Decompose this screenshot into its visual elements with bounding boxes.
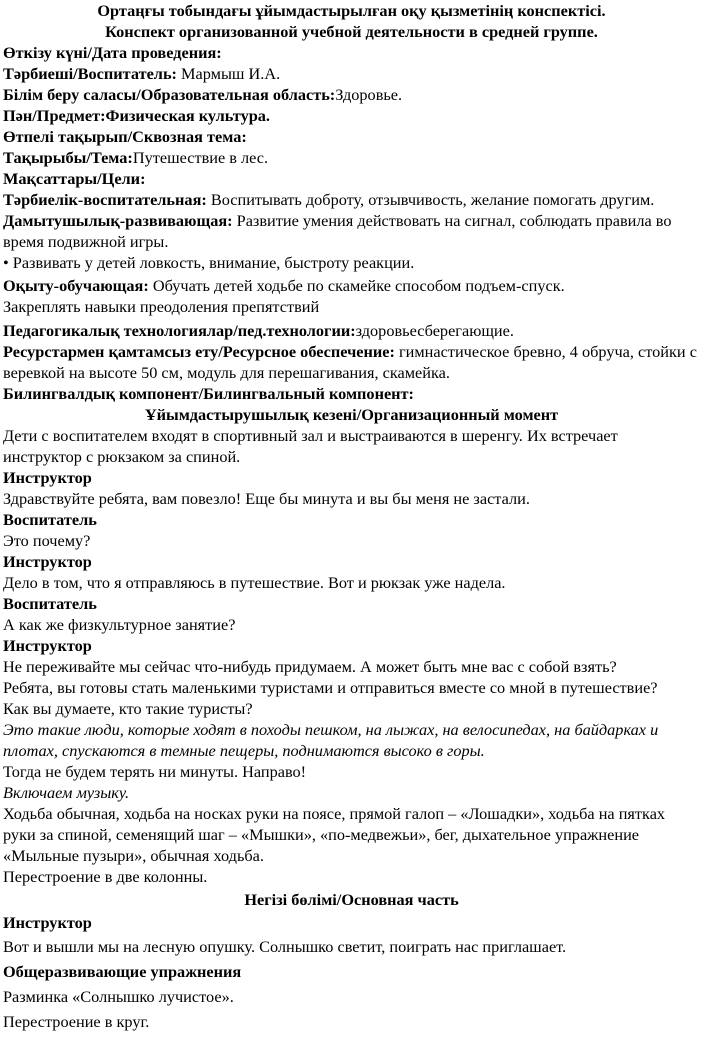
dlg2-3: Разминка «Солнышко лучистое». (3, 987, 234, 1006)
theme-line (3, 147, 700, 168)
dlg1-13: Это такие люди, которые ходят в походы пешком, на лыжах, на велосипедах, на байдарках и плотах, спускаются в темные пещеры, поднимаются высоко в горы. (3, 720, 659, 760)
pedtech-line (3, 320, 700, 341)
bilingual-line: Билингвалдық компонент/Билингвальный компонент: (3, 384, 414, 403)
date-label: Өткізу күні/Дата проведения: (3, 43, 222, 62)
teaching-label: Оқыту-обучающая: (3, 276, 149, 295)
educational-paragraph (3, 189, 700, 210)
org-moment-heading: Ұйымдастырушылық кезені/Организационный момент (144, 405, 559, 424)
teaching-value: Обучать детей ходьбе по скамейке способом подъем-спуск. (148, 276, 565, 295)
dlg2-4: Перестроение в круг. (3, 1012, 150, 1031)
teaching-line2: Закреплять навыки преодоления препятствий (3, 297, 320, 316)
dlg1-16: Ходьба обычная, ходьба на носках руки на поясе, прямой галоп – «Лошадки», ходьба на пятках руки за спиной, семенящий шаг – «Мышки», «по-медвежьи», бег, дыхательное упражнение «Мыльные пузыри», обычная ходьба. (3, 804, 666, 865)
developing-value: Развитие умения действовать на сигнал, соблюдать правила во время подвижной игры. (3, 211, 672, 251)
dlg1-speaker-instructor: Инструктор (3, 468, 92, 487)
dlg1-0: Дети с воспитателем входят в спортивный зал и выстраиваются в шеренгу. Их встречает инструктор с рюкзаком за спиной. (3, 426, 618, 466)
dlg2-1: Вот и вышли мы на лесную опушку. Солнышко светит, поиграть нас приглашает. (3, 937, 567, 956)
title-ru: Конспект организованной учебной деятельности в средней группе. (105, 22, 598, 41)
dlg1-14: Тогда не будем терять ни минуты. Направо! (3, 762, 307, 781)
goals-heading: Мақсаттары/Цели: (3, 169, 146, 188)
resources-label: Ресурстармен қамтамсыз ету/Ресурсное обеспечение: (3, 342, 395, 361)
dlg1-2: Здравствуйте ребята, вам повезло! Еще бы минута и вы бы меня не застали. (3, 489, 530, 508)
main-part-heading: Негізі бөлімі/Основная часть (244, 890, 459, 909)
resources-paragraph (3, 341, 700, 383)
dlg1-17: Перестроение в две колонны. (3, 867, 208, 886)
dlg1-10: Не переживайте мы сейчас что-нибудь придумаем. А может быть мне вас с собой взять? (3, 657, 617, 676)
theme-label: Тақырыбы/Тема: (3, 148, 133, 167)
through-theme-line: Өтпелі тақырып/Сквозная тема: (3, 127, 247, 146)
dlg2-speaker-instructor: Инструктор (3, 913, 92, 932)
dlg1-4: Это почему? (3, 531, 91, 550)
subject-line: Пән/Предмет:Физическая культура. (3, 106, 270, 125)
pedtech-value: здоровьесберегающие. (355, 321, 514, 340)
area-value: Здоровье. (335, 85, 403, 104)
dlg1-speaker-educator: Воспитатель (3, 594, 97, 613)
dlg1-8: А как же физкультурное занятие? (3, 615, 236, 634)
educational-label: Тәрбиелік-воспитательная: (3, 190, 207, 209)
dlg1-6: Дело в том, что я отправляюсь в путешествие. Вот и рюкзак уже надела. (3, 573, 506, 592)
pedtech-label: Педагогикалық технологиялар/пед.технологии: (3, 321, 356, 340)
resources-value: гимнастическое бревно, 4 обруча, стойки с веревкой на высоте 50 см, модуль для перешагивания, скамейка. (3, 342, 697, 382)
title-kz: Ортаңғы тобындағы ұйымдастырылған оқу қызметінің конспектісі. (97, 1, 606, 20)
teaching-paragraph (3, 275, 700, 296)
dlg2-exercises-heading: Общеразвивающие упражнения (3, 962, 242, 981)
dlg1-speaker-instructor: Инструктор (3, 552, 92, 571)
dlg1-speaker-instructor: Инструктор (3, 636, 92, 655)
developing-bullet: • Развивать у детей ловкость, внимание, быстроту реакции. (3, 253, 415, 272)
theme-value: Путешествие в лес. (132, 148, 269, 167)
dlg1-11: Ребята, вы готовы стать маленькими туристами и отправиться вместе со мной в путешествие? (3, 678, 658, 697)
developing-paragraph (3, 210, 700, 252)
dlg1-15: Включаем музыку. (3, 783, 130, 802)
dlg1-speaker-educator: Воспитатель (3, 510, 97, 529)
teacher-value: Мармыш И.А. (176, 64, 281, 83)
developing-label: Дамытушылық-развивающая: (3, 211, 233, 230)
teacher-line (3, 63, 700, 84)
area-line (3, 84, 700, 105)
dlg1-12: Как вы думаете, кто такие туристы? (3, 699, 253, 718)
educational-value: Воспитывать доброту, отзывчивость, желание помогать другим. (206, 190, 655, 209)
area-label: Білім беру саласы/Образовательная область: (3, 85, 336, 104)
teacher-label: Тәрбиеші/Воспитатель: (3, 64, 177, 83)
